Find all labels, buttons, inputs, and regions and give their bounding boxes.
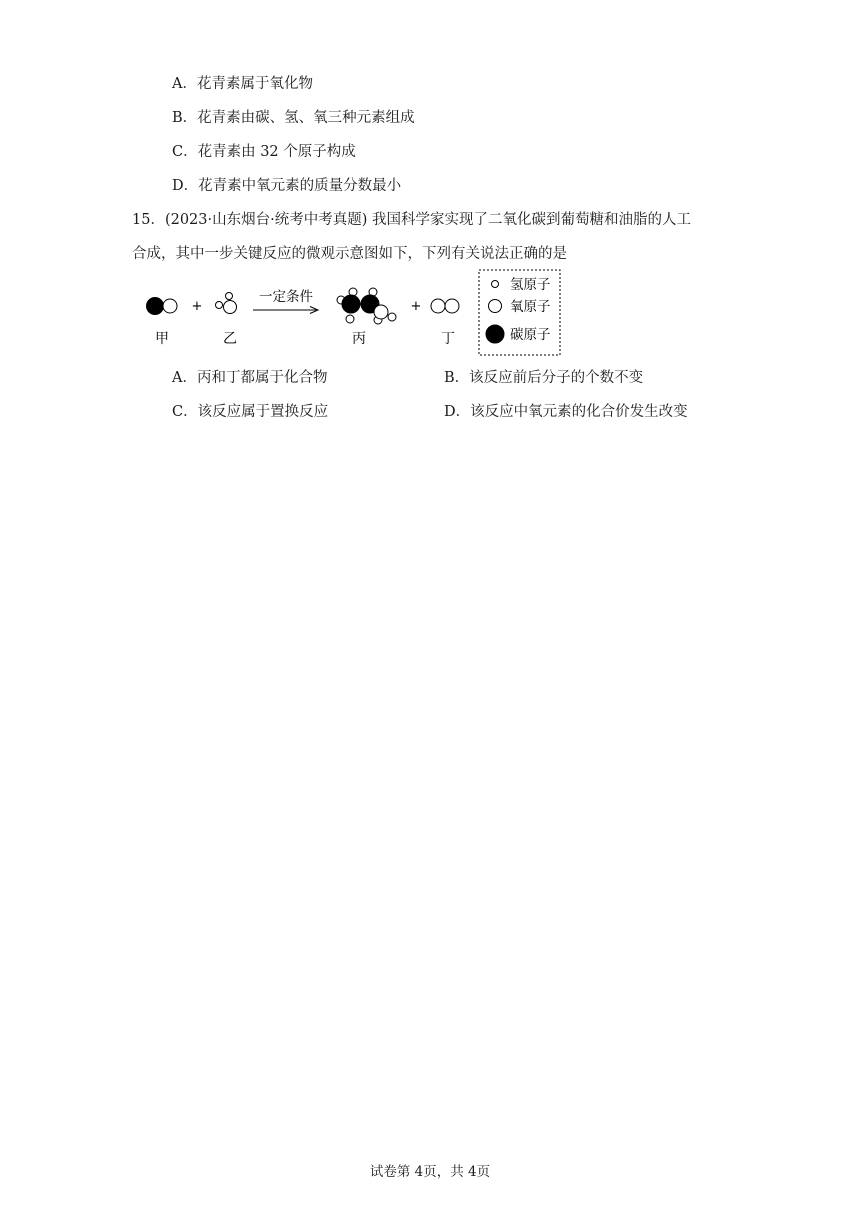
legend-hydrogen-marker <box>492 281 499 288</box>
arrow-condition-label: 一定条件 <box>259 289 313 305</box>
label-jia: 甲 <box>155 331 169 347</box>
legend-hydrogen-label: 氢原子 <box>510 277 551 293</box>
legend-oxygen-marker <box>489 300 502 313</box>
label-bing: 丙 <box>352 331 366 347</box>
q15-stem-line1: 15．(2023·山东烟台·统考中考真题) 我国科学家实现了二氧化碳到葡萄糖和油脂的人工 <box>132 212 691 228</box>
legend <box>479 270 560 355</box>
q15-option-d: D．该反应中氧元素的化合价发生改变 <box>444 404 688 420</box>
legend-oxygen-label: 氧原子 <box>510 299 551 315</box>
q14-option-d: D．花青素中氧元素的质量分数最小 <box>172 178 402 194</box>
molecule-bing <box>337 288 396 324</box>
molecule-jia <box>147 298 178 315</box>
q15-option-a: A．丙和丁都属于化合物 <box>172 370 328 386</box>
q14-option-b: B．花青素由碳、氢、氧三种元素组成 <box>172 110 415 126</box>
molecule-yi <box>216 293 237 314</box>
q15-option-c: C．该反应属于置换反应 <box>172 404 329 420</box>
q15-stem-line2: 合成，其中一步关键反应的微观示意图如下，下列有关说法正确的是 <box>132 246 567 262</box>
plus-2: + <box>410 299 422 314</box>
reaction-diagram <box>140 266 580 362</box>
q14-option-c: C．花青素由 32 个原子构成 <box>172 144 356 160</box>
page-footer: 试卷第 4页，共 4页 <box>369 1164 491 1180</box>
legend-carbon-label: 碳原子 <box>510 327 551 343</box>
reaction-arrow <box>253 307 318 314</box>
q15-option-b: B．该反应前后分子的个数不变 <box>444 370 644 386</box>
q14-option-a: A．花青素属于氧化物 <box>172 76 313 92</box>
label-yi: 乙 <box>223 331 237 347</box>
plus-1: + <box>191 299 203 314</box>
legend-carbon-marker <box>486 325 504 343</box>
molecule-ding <box>431 299 459 313</box>
label-ding: 丁 <box>441 331 455 347</box>
